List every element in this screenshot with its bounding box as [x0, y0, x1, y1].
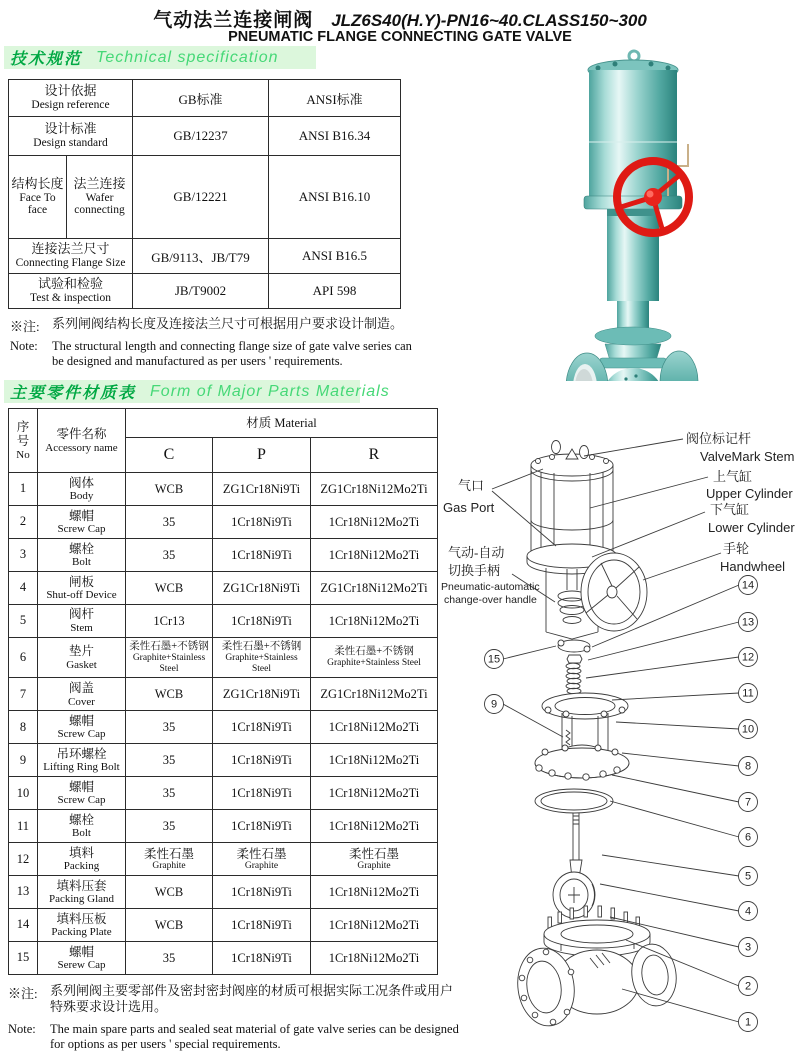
spec-value-cell: GB标准	[133, 80, 269, 117]
spec-value-cell: GB/12221	[133, 156, 269, 239]
parts-table-row	[9, 473, 438, 506]
label-cn: 设计标准	[44, 121, 97, 137]
header-col-p: P	[213, 438, 311, 473]
material-cn: 柔性石墨+不锈钢	[221, 641, 302, 653]
part-name-en: Serew Cap	[57, 959, 106, 972]
part-no-cell: 10	[9, 777, 38, 810]
callout-number: 11	[742, 687, 754, 700]
part-name-cn: 填料	[68, 845, 94, 860]
header-material	[126, 409, 438, 438]
material-cn: ZG1Cr18Ni12Mo2Ti	[320, 481, 428, 496]
label-upper-cylinder-cn: 上气缸	[713, 469, 753, 484]
material-cn: 1Cr18Ni12Mo2Ti	[328, 785, 420, 800]
material-cn: 35	[162, 753, 176, 768]
material-cn: 1Cr18Ni9Ti	[231, 917, 292, 932]
actuator-drawing	[527, 441, 617, 575]
material-cn: ZG1Cr18Ni9Ti	[222, 580, 301, 595]
spec-table-row	[9, 274, 401, 309]
banner-en-label: Form of Major Parts Materials	[150, 382, 390, 400]
part-name-en: Packing	[63, 860, 100, 873]
material-cell	[213, 908, 311, 941]
page-subtitle: PNEUMATIC FLANGE CONNECTING GATE VALVE	[228, 29, 572, 45]
spec-table-row	[9, 80, 401, 117]
part-no-cell: 11	[9, 810, 38, 843]
part-name-cell	[38, 941, 126, 974]
material-cn: 35	[162, 785, 176, 800]
callout-15	[485, 646, 557, 669]
part-name-en: Stem	[70, 621, 93, 634]
label-cn: 试验和检验	[37, 276, 103, 292]
part-name-cell	[38, 538, 126, 571]
part-no-cell: 3	[9, 538, 38, 571]
parts-table-row	[9, 538, 438, 571]
part-no-cell: 4	[9, 571, 38, 604]
material-cn: 1Cr18Ni12Mo2Ti	[328, 818, 420, 833]
label-cn: 设计依据	[44, 83, 97, 99]
part-no-cell: 14	[9, 908, 38, 941]
callout-5	[602, 855, 758, 886]
material-cell	[311, 744, 438, 777]
material-cn: 35	[162, 950, 176, 965]
material-cell	[213, 711, 311, 744]
spec-value-cell: ANSI B16.10	[269, 156, 401, 239]
material-cn: 1Cr18Ni9Ti	[231, 547, 292, 562]
material-cn: 1Cr18Ni12Mo2Ti	[328, 884, 420, 899]
part-name-cn: 垫片	[68, 644, 94, 659]
material-cell	[311, 777, 438, 810]
spec-value-cell: GB/9113、JB/T79	[133, 239, 269, 274]
part-name-cn: 螺帽	[68, 714, 94, 729]
section-banner-technical-specification	[4, 46, 316, 69]
spec-label-cell	[67, 156, 133, 239]
material-cn: 35	[162, 720, 176, 735]
page-title	[0, 5, 800, 32]
material-cn: 1Cr18Ni12Mo2Ti	[328, 950, 420, 965]
part-name-en: Packing Gland	[48, 893, 115, 906]
material-cell	[126, 843, 213, 876]
material-en: Graphite	[244, 861, 279, 872]
material-cell	[126, 678, 213, 711]
part-name-en: Shut-off Device	[46, 588, 117, 601]
material-cell	[311, 876, 438, 909]
valve-body-photo	[566, 301, 698, 381]
material-cn: 柔性石墨+不锈钢	[129, 641, 209, 653]
part-name-cn: 填料压套	[56, 878, 107, 893]
part-name-cell	[38, 473, 126, 506]
part-name-cell	[38, 843, 126, 876]
part-name-cell	[38, 777, 126, 810]
material-cell	[126, 711, 213, 744]
part-name-en: Screw Cap	[57, 794, 106, 807]
material-cell	[311, 678, 438, 711]
material-cell	[311, 538, 438, 571]
material-cell	[126, 538, 213, 571]
note-prefix: Note:	[10, 339, 38, 353]
material-en: Graphite	[357, 861, 391, 872]
label-valve-mark-cn: 阀位标记杆	[686, 431, 752, 446]
part-name-cn: 阀盖	[68, 681, 94, 696]
note-2-en	[8, 1022, 460, 1052]
label-handle-cn2: 切换手柄	[448, 563, 501, 578]
parts-table-row	[9, 941, 438, 974]
part-name-en: Cover	[68, 695, 95, 708]
material-cell	[311, 505, 438, 538]
part-name-cell	[38, 604, 126, 637]
callout-6	[610, 801, 758, 847]
actuator-photo	[584, 51, 688, 301]
part-name-en: Screw Cap	[57, 523, 106, 536]
label-gas-port-en: Gas Port	[443, 500, 495, 515]
spring	[566, 663, 581, 694]
material-cell	[311, 711, 438, 744]
header-accessory-name	[38, 409, 126, 473]
label-en: Test & inspection	[30, 292, 111, 305]
part-no-cell: 6	[9, 637, 38, 678]
material-cell	[126, 876, 213, 909]
callout-number: 7	[744, 796, 752, 809]
parts-table-row	[9, 711, 438, 744]
handwheel-drawing	[581, 553, 647, 631]
part-no-cell: 15	[9, 941, 38, 974]
parts-table-row	[9, 637, 438, 678]
callout-10	[616, 720, 758, 739]
part-name-cn: 闸板	[68, 574, 94, 589]
material-cell	[126, 908, 213, 941]
material-cn: 1Cr18Ni12Mo2Ti	[328, 720, 420, 735]
label-upper-cylinder-en: Upper Cylinder	[706, 486, 793, 501]
label-handwheel-en: Handwheel	[720, 559, 786, 574]
material-cell	[126, 941, 213, 974]
nut	[567, 655, 582, 663]
spec-table-row	[9, 239, 401, 274]
part-name-en: Body	[69, 490, 94, 503]
material-cell	[213, 876, 311, 909]
exploded-diagram	[440, 415, 800, 1061]
callout-11	[612, 684, 758, 703]
callout-8	[622, 753, 758, 776]
material-cell	[311, 473, 438, 506]
parts-table-row	[9, 604, 438, 637]
parts-table-row	[9, 876, 438, 909]
material-cell	[311, 843, 438, 876]
material-cell	[311, 604, 438, 637]
part-name-en: Screw Cap	[57, 728, 106, 741]
callout-number: 3	[744, 941, 752, 954]
part-name-en: Bolt	[72, 555, 91, 568]
note-2	[8, 983, 460, 1052]
header-material-label: 材质 Material	[246, 415, 317, 430]
material-cn: WCB	[154, 481, 184, 496]
note-text: The main spare parts and sealed seat material of gate valve series can be designed for options as per users ' special requirements.	[50, 1021, 459, 1051]
spec-value-cell: ANSI标准	[269, 80, 401, 117]
callout-number: 5	[744, 870, 752, 883]
parts-table-row	[9, 908, 438, 941]
title-model-number: JLZ6S40(H.Y)-PN16~40.CLASS150~300	[331, 11, 647, 30]
part-name-cn: 螺帽	[68, 508, 94, 523]
material-cell	[213, 777, 311, 810]
callout-number: 1	[744, 1016, 752, 1029]
part-no-cell: 13	[9, 876, 38, 909]
material-cn: 35	[162, 818, 176, 833]
lifting-eye	[552, 441, 561, 454]
material-cell	[126, 473, 213, 506]
label-gas-port-cn: 气口	[458, 478, 485, 493]
material-cn: 柔性石墨	[348, 846, 399, 861]
spec-label-cell	[9, 117, 133, 156]
header-no-en: No	[16, 448, 30, 461]
part-name-cell	[38, 908, 126, 941]
material-cell	[311, 810, 438, 843]
lifting-ring	[629, 51, 639, 61]
material-cell	[126, 777, 213, 810]
material-cn: 柔性石墨	[236, 846, 287, 861]
banner-cn-label: 技术规范	[10, 51, 83, 68]
callout-7	[612, 775, 758, 812]
header-no	[9, 409, 38, 473]
label-en: Wafer connecting	[74, 191, 125, 217]
part-no-cell: 12	[9, 843, 38, 876]
material-cn: ZG1Cr18Ni12Mo2Ti	[320, 687, 428, 702]
material-cell	[311, 637, 438, 678]
label-cn: 法兰连接	[73, 175, 126, 191]
note-text: 系列闸阀主要零部件及密封密封阀座的材质可根据实际工况条件或用户特殊要求设计选用。	[50, 983, 454, 1015]
material-cell	[126, 604, 213, 637]
parts-table-row	[9, 777, 438, 810]
material-cn: 35	[162, 514, 176, 529]
material-cn: 1Cr18Ni12Mo2Ti	[328, 917, 420, 932]
note-text: The structural length and connecting flange size of gate valve series can be designed and manufactured as per users ' requirements.	[52, 339, 412, 368]
label-cn: 连接法兰尺寸	[31, 241, 110, 257]
callout-number: 13	[741, 616, 755, 629]
spec-label-cell	[9, 156, 67, 239]
parts-table-row	[9, 571, 438, 604]
material-en: Graphite	[152, 861, 186, 872]
callout-number: 10	[741, 723, 755, 736]
material-cn: 1Cr18Ni12Mo2Ti	[328, 547, 420, 562]
material-cn: 1Cr18Ni12Mo2Ti	[328, 514, 420, 529]
gasket-drawing	[535, 789, 613, 813]
header-name-cn: 零件名称	[56, 427, 107, 442]
callout-number: 2	[744, 980, 752, 993]
part-name-cn: 螺帽	[68, 944, 94, 959]
banner-cn-label: 主要零件材质表	[10, 385, 137, 402]
lifting-eye	[580, 446, 589, 459]
title-chinese: 气动法兰连接闸阀	[153, 10, 314, 31]
part-name-cell	[38, 810, 126, 843]
label-handle-en2: change-over handle	[444, 594, 537, 606]
dome-flange-drawing	[535, 745, 629, 780]
label-handle-en1: Pneumatic-automatic	[441, 581, 540, 593]
part-name-cn: 螺栓	[68, 812, 94, 827]
material-en: Graphite+Stainless Steel	[327, 658, 421, 669]
material-cell	[213, 604, 311, 637]
label-lower-cylinder-en: Lower Cylinder	[708, 520, 795, 535]
callout-number: 15	[487, 653, 501, 666]
callout-number: 6	[744, 831, 752, 844]
material-cell	[126, 637, 213, 678]
callout-number: 14	[741, 579, 755, 592]
part-name-en: Packing Plate	[51, 926, 112, 939]
material-cell	[213, 505, 311, 538]
material-cell	[126, 571, 213, 604]
header-col-c: C	[126, 438, 213, 473]
spec-table	[8, 79, 401, 309]
label-en: Connecting Flange Size	[15, 257, 126, 270]
material-en: Graphite+Stainless Steel	[132, 653, 206, 674]
material-cn: WCB	[154, 884, 184, 899]
note-prefix: ※注:	[10, 319, 40, 334]
note-1	[10, 316, 420, 369]
material-cn: WCB	[154, 687, 184, 702]
label-valve-mark-en: ValveMark Stem	[700, 449, 795, 464]
part-name-cell	[38, 678, 126, 711]
part-name-cn: 螺帽	[68, 779, 94, 794]
material-cell	[213, 843, 311, 876]
part-no-cell: 8	[9, 711, 38, 744]
material-cn: 1Cr18Ni9Ti	[231, 950, 292, 965]
material-cell	[126, 505, 213, 538]
material-cn: 1Cr18Ni9Ti	[231, 884, 292, 899]
material-cn: 1Cr18Ni9Ti	[231, 720, 292, 735]
material-cn: WCB	[154, 917, 184, 932]
material-cell	[311, 571, 438, 604]
part-name-cell	[38, 505, 126, 538]
part-name-en: Bolt	[72, 827, 91, 840]
parts-table-body	[9, 473, 438, 975]
parts-table-row	[9, 744, 438, 777]
material-cn: 1Cr18Ni9Ti	[231, 514, 292, 529]
note-prefix: ※注:	[8, 986, 38, 1001]
banner-en-label: Technical specification	[96, 48, 279, 66]
label-en: Design standard	[33, 137, 108, 150]
material-cell	[213, 810, 311, 843]
note-prefix: Note:	[8, 1021, 36, 1036]
label-handle-cn1: 气动-自动	[448, 545, 505, 560]
material-cell	[213, 473, 311, 506]
spec-table-row	[9, 117, 401, 156]
material-cn: 柔性石墨+不锈钢	[334, 646, 414, 658]
material-cn: 1Cr13	[153, 613, 185, 628]
spec-value-cell: GB/12237	[133, 117, 269, 156]
material-cell	[213, 637, 311, 678]
spec-label-cell	[9, 80, 133, 117]
label-handwheel-cn: 手轮	[723, 541, 750, 556]
material-cell	[311, 908, 438, 941]
material-cell	[213, 571, 311, 604]
parts-table-head	[9, 409, 438, 473]
note-2-cn	[8, 983, 460, 1016]
gate-disc-drawing	[553, 872, 595, 918]
material-cell	[126, 810, 213, 843]
label-en: Design reference	[31, 99, 110, 112]
material-cn: 1Cr18Ni9Ti	[231, 613, 292, 628]
part-name-cell	[38, 711, 126, 744]
part-name-cn: 螺栓	[68, 541, 94, 556]
part-no-cell: 5	[9, 604, 38, 637]
spec-label-cell	[9, 239, 133, 274]
parts-table-row	[9, 505, 438, 538]
spec-value-cell: ANSI B16.5	[269, 239, 401, 274]
material-cn: 1Cr18Ni12Mo2Ti	[328, 613, 420, 628]
spec-value-cell: API 598	[269, 274, 401, 309]
callout-number: 12	[741, 651, 755, 664]
material-cn: ZG1Cr18Ni9Ti	[222, 481, 301, 496]
part-name-cell	[38, 571, 126, 604]
part-name-cell	[38, 876, 126, 909]
part-name-en: Gasket	[66, 658, 97, 671]
valve-body-drawing	[513, 906, 680, 1030]
part-name-cn: 阀杆	[68, 607, 94, 622]
part-name-cell	[38, 744, 126, 777]
material-cn: 35	[162, 547, 176, 562]
material-cell	[213, 538, 311, 571]
material-cn: 1Cr18Ni12Mo2Ti	[328, 753, 420, 768]
material-cell	[213, 941, 311, 974]
note-1-cn	[10, 316, 420, 335]
spec-table-body	[9, 80, 401, 309]
callout-number: 4	[744, 905, 752, 918]
spec-value-cell: JB/T9002	[133, 274, 269, 309]
material-en: Graphite+Stainless Steel	[225, 653, 298, 674]
label-en: Face To face	[19, 191, 56, 217]
callout-12	[586, 648, 758, 679]
material-cell	[213, 678, 311, 711]
material-cn: ZG1Cr18Ni12Mo2Ti	[320, 580, 428, 595]
part-name-cn: 填料压板	[56, 911, 107, 926]
spec-table-row	[9, 156, 401, 239]
material-cell	[126, 744, 213, 777]
part-no-cell: 2	[9, 505, 38, 538]
part-name-cn: 吊环螺栓	[56, 747, 107, 761]
material-cn: ZG1Cr18Ni9Ti	[222, 687, 301, 702]
label-lower-cylinder-cn: 下气缸	[710, 502, 750, 517]
parts-materials-table	[8, 408, 438, 975]
part-name-cn: 阀体	[68, 475, 94, 490]
label-cn: 结构长度	[11, 175, 64, 191]
part-no-cell: 1	[9, 473, 38, 506]
parts-table-row	[9, 678, 438, 711]
material-cell	[311, 941, 438, 974]
callout-number: 8	[744, 760, 752, 773]
part-name-en: Lifting Ring Bolt	[43, 761, 120, 774]
material-cn: 1Cr18Ni9Ti	[231, 785, 292, 800]
header-col-r: R	[311, 438, 438, 473]
material-cn: 1Cr18Ni9Ti	[231, 753, 292, 768]
parts-table-row	[9, 843, 438, 876]
part-name-cell	[38, 637, 126, 678]
material-cell	[213, 744, 311, 777]
part-no-cell: 7	[9, 678, 38, 711]
valve-product-photo	[560, 46, 800, 381]
material-cn: WCB	[154, 580, 184, 595]
header-name-en: Accessory name	[45, 441, 118, 454]
note-1-en	[10, 339, 420, 369]
section-banner-parts-materials	[4, 380, 390, 403]
callout-number: 9	[490, 698, 498, 711]
spec-value-cell: ANSI B16.34	[269, 117, 401, 156]
material-cn: 柔性石墨	[143, 846, 194, 861]
note-text: 系列闸阀结构长度及连接法兰尺寸可根据用户要求设计制造。	[52, 316, 404, 331]
material-cn: 1Cr18Ni9Ti	[231, 818, 292, 833]
part-no-cell: 9	[9, 744, 38, 777]
spec-label-cell	[9, 274, 133, 309]
header-no-cn: 序号	[16, 420, 30, 449]
parts-table-row	[9, 810, 438, 843]
